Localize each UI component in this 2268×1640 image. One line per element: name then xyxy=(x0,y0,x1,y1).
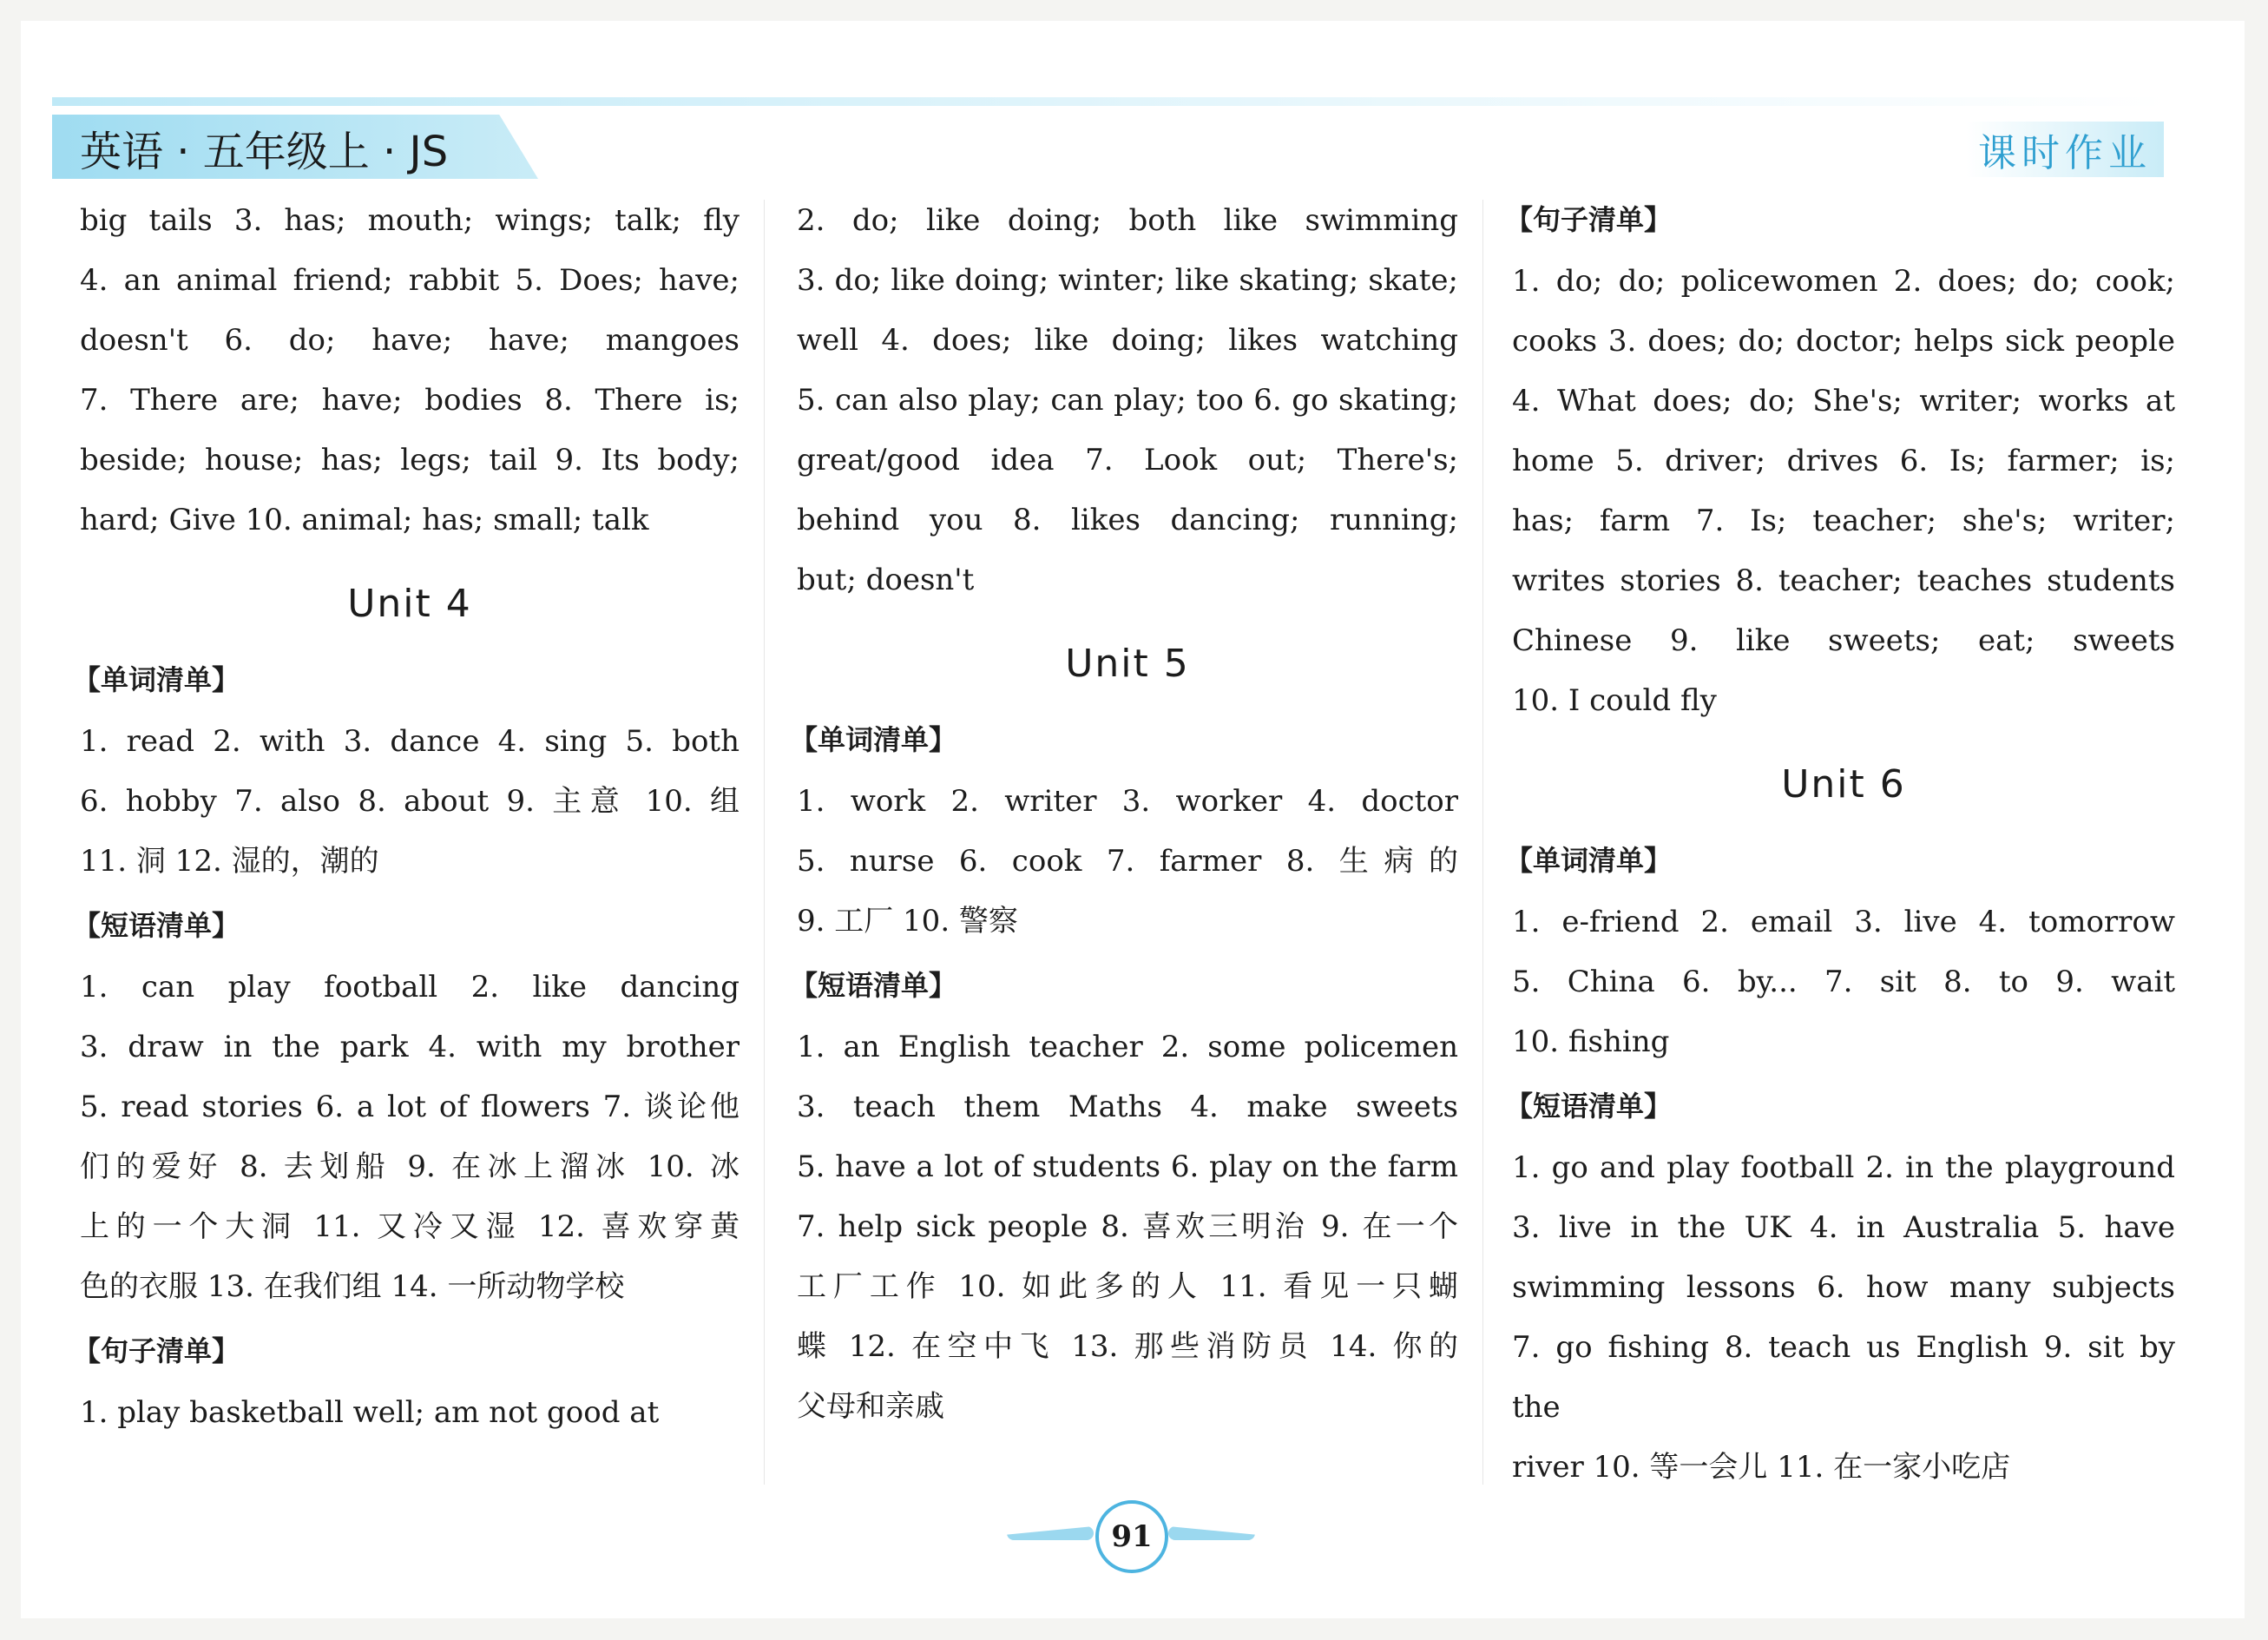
text-line: 3. teach them Maths 4. make sweets xyxy=(797,1090,1458,1124)
text-line: 3. do; like doing; winter; like skating; skate; xyxy=(797,263,1458,298)
text-line: 10. I could fly xyxy=(1512,683,1717,718)
text-line: 4. What does; do; She's; writer; works at xyxy=(1512,384,2175,418)
section-heading-words: 【单词清单】 xyxy=(1505,844,1673,877)
header-logo: 课时作业 xyxy=(1966,122,2164,177)
text-line: 1. can play football 2. like dancing xyxy=(80,970,740,1004)
text-line: 2. do; like doing; both like swimming xyxy=(797,203,1458,238)
text-line: 们的爱好 8. 去划船 9. 在冰上溜冰 10. 冰 xyxy=(80,1149,740,1184)
text-line: hard; Give 10. animal; has; small; talk xyxy=(80,503,649,537)
text-line: 1. play basketball well; am not good at xyxy=(80,1395,660,1430)
unit-title: Unit 6 xyxy=(1781,762,1906,807)
text-line: 7. help sick people 8. 喜欢三明治 9. 在一个 xyxy=(797,1209,1458,1244)
text-line: beside; house; has; legs; tail 9. Its body; xyxy=(80,443,740,478)
text-line: 1. read 2. with 3. dance 4. sing 5. both xyxy=(80,724,740,759)
text-line: 6. hobby 7. also 8. about 9. 主意 10. 组 xyxy=(80,784,740,819)
text-line: 3. draw in the park 4. with my brother xyxy=(80,1030,740,1064)
text-line: river 10. 等一会儿 11. 在一家小吃店 xyxy=(1512,1450,2011,1485)
text-line: 11. 洞 12. 湿的，潮的 xyxy=(80,844,379,879)
page-number: 91 xyxy=(1095,1500,1168,1573)
section-heading-sentences: 【句子清单】 xyxy=(73,1334,240,1367)
text-line: 7. There are; have; bodies 8. There is; xyxy=(80,383,740,418)
section-heading-phrases: 【短语清单】 xyxy=(790,969,957,1002)
text-line: 10. fishing xyxy=(1512,1024,1670,1059)
text-line: 5. have a lot of students 6. play on the farm xyxy=(797,1149,1458,1184)
text-line: writes stories 8. teacher; teaches students xyxy=(1512,563,2175,598)
text-line: behind you 8. likes dancing; running; xyxy=(797,503,1458,537)
text-line: 色的衣服 13. 在我们组 14. 一所动物学校 xyxy=(80,1269,625,1304)
text-line: Chinese 9. like sweets; eat; sweets xyxy=(1512,623,2175,658)
text-line: 5. nurse 6. cook 7. farmer 8. 生病的 xyxy=(797,844,1458,879)
text-line: 父母和亲戚 xyxy=(797,1389,944,1424)
column-2 xyxy=(790,191,1458,1437)
text-line: 3. live in the UK 4. in Australia 5. have xyxy=(1512,1210,2175,1245)
header-band xyxy=(52,97,2170,106)
section-heading-sentences: 【句子清单】 xyxy=(1505,203,1673,236)
text-line: 上的一个大洞 11. 又冷又湿 12. 喜欢穿黄 xyxy=(80,1209,740,1244)
text-line: home 5. driver; drives 6. Is; farmer; is; xyxy=(1512,444,2175,478)
section-heading-words: 【单词清单】 xyxy=(73,663,240,696)
text-line: swimming lessons 6. how many subjects xyxy=(1512,1270,2175,1305)
section-heading-words: 【单词清单】 xyxy=(790,723,957,756)
text-line: 4. an animal friend; rabbit 5. Does; have; xyxy=(80,263,740,298)
column-3 xyxy=(1505,191,2175,1498)
text-line: but; doesn't xyxy=(797,563,975,597)
column-divider xyxy=(764,200,765,1485)
text-line: has; farm 7. Is; teacher; she's; writer; xyxy=(1512,504,2175,538)
column-divider xyxy=(1482,200,1483,1485)
unit-title: Unit 5 xyxy=(1065,642,1190,686)
unit-title: Unit 4 xyxy=(347,582,472,626)
continued-answers xyxy=(80,191,740,550)
text-line: 1. an English teacher 2. some policemen xyxy=(797,1030,1458,1064)
text-line: 5. China 6. by... 7. sit 8. to 9. wait xyxy=(1512,965,2175,999)
text-line: 1. e-friend 2. email 3. live 4. tomorrow xyxy=(1512,905,2175,939)
text-line: 1. work 2. writer 3. worker 4. doctor xyxy=(797,784,1458,819)
text-line: 蝶 12. 在空中飞 13. 那些消防员 14. 你的 xyxy=(797,1329,1458,1364)
column-1 xyxy=(73,191,740,1443)
text-line: 7. go fishing 8. teach us English 9. sit by the xyxy=(1512,1330,2175,1425)
text-line: big tails 3. has; mouth; wings; talk; fly xyxy=(80,203,740,238)
text-line: 工厂工作 10. 如此多的人 11. 看见一只蝴 xyxy=(797,1269,1458,1304)
text-line: 9. 工厂 10. 警察 xyxy=(797,904,1018,939)
text-line: well 4. does; like doing; likes watching xyxy=(797,323,1458,358)
section-heading-phrases: 【短语清单】 xyxy=(73,909,240,942)
text-line: 1. do; do; policewomen 2. does; do; cook; xyxy=(1512,264,2175,299)
header-title: 英语 · 五年级上 · JS xyxy=(80,128,449,176)
text-line: cooks 3. does; do; doctor; helps sick people xyxy=(1512,324,2175,359)
text-line: 5. read stories 6. a lot of flowers 7. 谈论他 xyxy=(80,1090,740,1124)
section-heading-phrases: 【短语清单】 xyxy=(1505,1090,1673,1123)
text-line: doesn't 6. do; have; have; mangoes xyxy=(80,323,740,358)
text-line: 1. go and play football 2. in the playground xyxy=(1512,1150,2175,1185)
text-line: 5. can also play; can play; too 6. go skating; xyxy=(797,383,1458,418)
text-line: great/good idea 7. Look out; There's; xyxy=(797,443,1458,478)
